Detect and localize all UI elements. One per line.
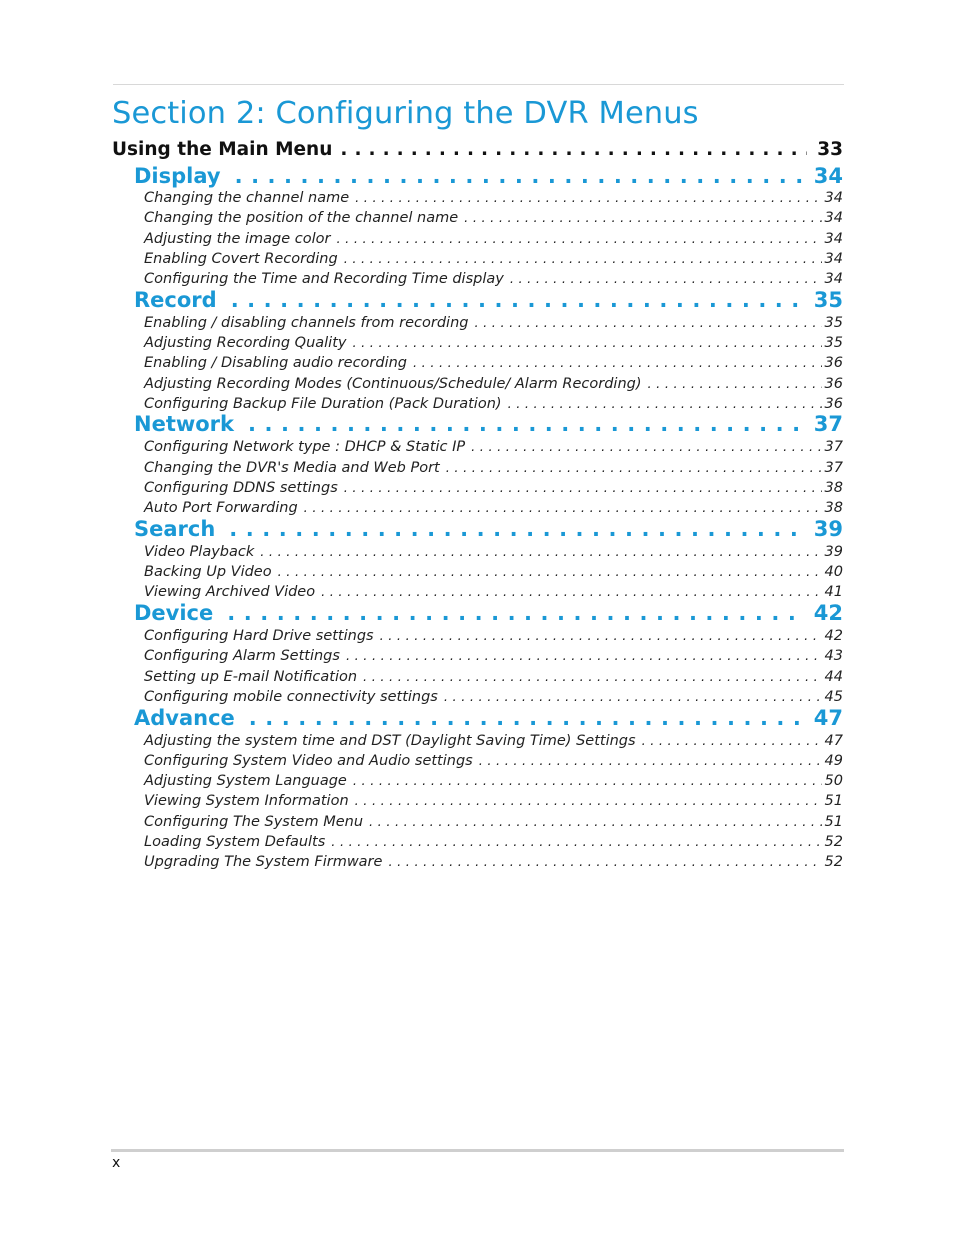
toc-item-label: Auto Port Forwarding bbox=[144, 500, 298, 516]
toc-item-page: 49 bbox=[824, 753, 843, 769]
dot-leader bbox=[355, 794, 822, 809]
toc-item-page: 36 bbox=[824, 355, 843, 371]
dot-leader bbox=[508, 397, 822, 412]
toc-item-page: 35 bbox=[824, 315, 843, 331]
toc-section-label: Device bbox=[134, 601, 214, 625]
toc-section-label: Search bbox=[134, 517, 216, 541]
dot-leader bbox=[231, 288, 802, 312]
footer-page-number: x bbox=[112, 1155, 121, 1171]
toc-item[interactable] bbox=[144, 793, 843, 811]
dot-leader bbox=[235, 164, 802, 188]
toc-item-page: 39 bbox=[824, 544, 843, 560]
toc-item[interactable] bbox=[144, 564, 843, 582]
toc-item[interactable] bbox=[144, 190, 843, 208]
toc-item-label: Changing the position of the channel name bbox=[144, 210, 459, 226]
toc-item[interactable] bbox=[144, 854, 843, 872]
toc-item[interactable] bbox=[144, 834, 843, 852]
dot-leader bbox=[474, 316, 821, 331]
toc-item[interactable] bbox=[144, 733, 843, 751]
toc-item-label: Enabling Covert Recording bbox=[144, 251, 338, 267]
toc-item-label: Viewing System Information bbox=[144, 793, 349, 809]
dot-leader bbox=[363, 670, 822, 685]
dot-leader bbox=[444, 690, 822, 705]
toc-section-device[interactable] bbox=[134, 601, 843, 627]
dot-leader bbox=[353, 774, 822, 789]
toc-item[interactable] bbox=[144, 210, 843, 228]
toc-item-page: 37 bbox=[824, 460, 843, 476]
dot-leader bbox=[321, 585, 821, 600]
toc-section-label: Record bbox=[134, 288, 217, 312]
toc-item-label: Viewing Archived Video bbox=[144, 584, 316, 600]
toc-item[interactable] bbox=[144, 753, 843, 771]
toc-item-label: Backing Up Video bbox=[144, 564, 272, 580]
section-title: Section 2: Configuring the DVR Menus bbox=[112, 96, 699, 131]
toc-item[interactable] bbox=[144, 669, 843, 687]
dot-leader bbox=[413, 356, 822, 371]
dot-leader bbox=[260, 545, 821, 560]
toc-item-page: 52 bbox=[824, 834, 843, 850]
toc-section-network[interactable] bbox=[134, 412, 843, 438]
toc-item[interactable] bbox=[144, 439, 843, 457]
toc-item[interactable] bbox=[144, 376, 843, 394]
toc-item-page: 37 bbox=[824, 439, 843, 455]
toc-section-search[interactable] bbox=[134, 517, 843, 543]
dot-leader bbox=[278, 565, 822, 580]
toc-item-page: 38 bbox=[824, 480, 843, 496]
toc-item-label: Adjusting Recording Quality bbox=[144, 335, 347, 351]
dot-leader bbox=[388, 855, 821, 870]
footer-rule bbox=[111, 1149, 844, 1152]
toc-item[interactable] bbox=[144, 480, 843, 498]
toc-item-label: Configuring Backup File Duration (Pack Duration) bbox=[144, 396, 502, 412]
dot-leader bbox=[229, 517, 801, 541]
toc-item-label: Configuring DDNS settings bbox=[144, 480, 338, 496]
toc-section-display[interactable] bbox=[134, 164, 843, 190]
toc-main-page: 33 bbox=[817, 139, 843, 160]
dot-leader bbox=[355, 191, 821, 206]
toc-item-page: 51 bbox=[824, 793, 843, 809]
toc-item-page: 44 bbox=[824, 669, 843, 685]
toc-item-label: Configuring Network type : DHCP & Static IP bbox=[144, 439, 466, 455]
toc-item-page: 34 bbox=[824, 210, 843, 226]
dot-leader bbox=[249, 706, 802, 730]
toc-item-label: Enabling / Disabling audio recording bbox=[144, 355, 407, 371]
toc-item-page: 34 bbox=[824, 190, 843, 206]
dot-leader bbox=[346, 649, 822, 664]
toc-item-page: 52 bbox=[824, 854, 843, 870]
toc-section-page: 34 bbox=[813, 164, 843, 188]
toc-item[interactable] bbox=[144, 460, 843, 478]
toc-item-page: 35 bbox=[824, 335, 843, 351]
dot-leader bbox=[344, 252, 822, 267]
top-rule bbox=[113, 84, 844, 85]
toc-section-record[interactable] bbox=[134, 288, 843, 314]
toc-item[interactable] bbox=[144, 315, 843, 333]
toc-section-label: Advance bbox=[134, 706, 235, 730]
toc-item[interactable] bbox=[144, 628, 843, 646]
toc-item[interactable] bbox=[144, 544, 843, 562]
dot-leader bbox=[510, 272, 822, 287]
toc-item-label: Adjusting the system time and DST (Daylight Saving Time) Settings bbox=[144, 733, 636, 749]
toc-item-label: Changing the channel name bbox=[144, 190, 350, 206]
toc-item-label: Configuring System Video and Audio settings bbox=[144, 753, 473, 769]
toc-item-page: 36 bbox=[824, 376, 843, 392]
toc-item-label: Setting up E-mail Notification bbox=[144, 669, 358, 685]
toc-item[interactable] bbox=[144, 814, 843, 832]
dot-leader bbox=[648, 377, 822, 392]
toc-item-page: 34 bbox=[824, 271, 843, 287]
toc-item-page: 36 bbox=[824, 396, 843, 412]
toc-item-page: 47 bbox=[824, 733, 843, 749]
dot-leader bbox=[227, 601, 802, 625]
toc-section-page: 35 bbox=[813, 288, 843, 312]
toc-item-label: Changing the DVR's Media and Web Port bbox=[144, 460, 440, 476]
toc-item-label: Adjusting Recording Modes (Continuous/Schedule/ Alarm Recording) bbox=[144, 376, 642, 392]
toc-item[interactable] bbox=[144, 271, 843, 289]
dot-leader bbox=[337, 232, 822, 247]
toc-item-label: Configuring Alarm Settings bbox=[144, 648, 340, 664]
dot-leader bbox=[380, 629, 822, 644]
toc-main-entry[interactable] bbox=[112, 139, 843, 163]
toc-item-page: 50 bbox=[824, 773, 843, 789]
toc-item-label: Video Playback bbox=[144, 544, 255, 560]
toc-item-page: 34 bbox=[824, 231, 843, 247]
toc-item-page: 38 bbox=[824, 500, 843, 516]
toc-item-label: Configuring mobile connectivity settings bbox=[144, 689, 438, 705]
toc-main-label: Using the Main Menu bbox=[112, 139, 333, 160]
toc-item[interactable] bbox=[144, 773, 843, 791]
dot-leader bbox=[344, 481, 822, 496]
toc-section-label: Display bbox=[134, 164, 221, 188]
toc-item[interactable] bbox=[144, 500, 843, 518]
toc-item-page: 34 bbox=[824, 251, 843, 267]
dot-leader bbox=[340, 139, 807, 160]
dot-leader bbox=[464, 211, 821, 226]
toc-item-label: Enabling / disabling channels from recording bbox=[144, 315, 469, 331]
dot-leader bbox=[479, 754, 822, 769]
dot-leader bbox=[471, 440, 821, 455]
toc-item-page: 43 bbox=[824, 648, 843, 664]
toc-item-label: Loading System Defaults bbox=[144, 834, 326, 850]
toc-item-label: Configuring The System Menu bbox=[144, 814, 364, 830]
dot-leader bbox=[331, 835, 821, 850]
toc-item-label: Adjusting System Language bbox=[144, 773, 347, 789]
toc-item[interactable] bbox=[144, 251, 843, 269]
toc-item-page: 45 bbox=[824, 689, 843, 705]
toc-item-page: 51 bbox=[824, 814, 843, 830]
toc-item-label: Configuring the Time and Recording Time display bbox=[144, 271, 504, 287]
toc-section-page: 42 bbox=[813, 601, 843, 625]
toc-item[interactable] bbox=[144, 355, 843, 373]
dot-leader bbox=[352, 336, 821, 351]
toc-item-page: 41 bbox=[824, 584, 843, 600]
toc-section-advance[interactable] bbox=[134, 706, 843, 732]
toc-item[interactable] bbox=[144, 689, 843, 707]
toc-item[interactable] bbox=[144, 335, 843, 353]
toc-item-page: 42 bbox=[824, 628, 843, 644]
toc-item[interactable] bbox=[144, 648, 843, 666]
toc-item-label: Adjusting the image color bbox=[144, 231, 331, 247]
dot-leader bbox=[248, 412, 802, 436]
toc-section-page: 47 bbox=[813, 706, 843, 730]
dot-leader bbox=[642, 734, 822, 749]
dot-leader bbox=[304, 501, 822, 516]
toc-section-page: 39 bbox=[813, 517, 843, 541]
toc-item-label: Configuring Hard Drive settings bbox=[144, 628, 374, 644]
toc-section-page: 37 bbox=[813, 412, 843, 436]
toc-item[interactable] bbox=[144, 231, 843, 249]
toc-item-label: Upgrading The System Firmware bbox=[144, 854, 383, 870]
toc-section-label: Network bbox=[134, 412, 235, 436]
dot-leader bbox=[369, 815, 822, 830]
toc-item-page: 40 bbox=[824, 564, 843, 580]
toc-item[interactable] bbox=[144, 584, 843, 602]
dot-leader bbox=[446, 461, 822, 476]
